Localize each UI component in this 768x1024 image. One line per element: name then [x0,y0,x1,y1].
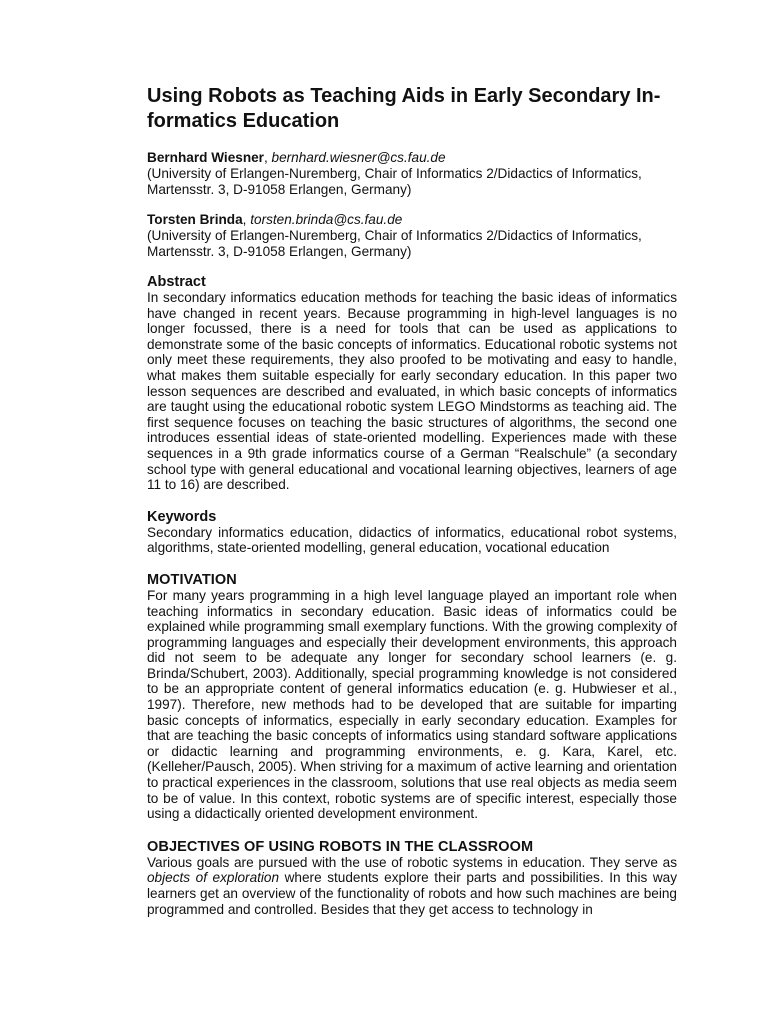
paper-page [147,84,677,917]
author-email: torsten.brinda@cs.fau.de [250,212,403,227]
author-block-1 [147,150,677,198]
author-affiliation-line-1: (University of Erlangen-Nuremberg, Chair of Informatics 2/Didactics of Informatics, [147,228,642,243]
motivation-text: For many years programming in a high level language played an important role when teaching informatics in secondary education. Basic ideas of informatics could be explained while programming small exemplary functions. With the growing complexity of programming languages and especially their development environments, this approach did not seem to be adequate any longer for secondary school learners (e. g. Brinda/Schubert, 2003). Additionally, special programming knowledge is not considered to be an appropriate content of general informatics education (e. g. Hubwieser et al., 1997). Therefore, new methods had to be developed that are suitable for imparting basic concepts of informatics, especially in early secondary education. Examples for that are teaching the basic concepts of informatics using standard software applications or didactic learning and programming environments, e. g. Kara, Karel, etc. (Kelleher/Pausch, 2005). When striving for a maximum of active learning and orientation to practical experiences in the classroom, solutions that use real objects as media seem to be of value. In this context, robotic systems are of specific interest, especially those using a didactically oriented development environment. [147,587,677,822]
title-line-2: formatics Education [147,110,340,132]
author-block-2 [147,212,677,260]
paper-title [147,84,677,134]
title-line-1: Using Robots as Teaching Aids in Early Secondary In- [147,85,661,107]
author-affiliation-line-2: Martensstr. 3, D-91058 Erlangen, Germany) [147,182,412,197]
keywords-text: Secondary informatics education, didactics of informatics, educational robot systems, algorithms, state-oriented modelling, general education, vocational education [147,524,677,556]
abstract-heading: Abstract [147,274,206,290]
objectives-text [147,855,677,917]
author-name: Torsten Brinda [147,212,243,227]
objectives-heading: OBJECTIVES OF USING ROBOTS IN THE CLASSROOM [147,838,534,855]
objectives-text-start: Various goals are pursued with the use of robotic systems in education. They serve as [147,854,677,870]
keywords-heading: Keywords [147,508,217,525]
objectives-text-end: where students explore their parts and possibilities. In this way learners get an overview of the functionality of robots and how such machines are being programmed and controlled. Besides that they get access to technology in [147,870,677,917]
author-separator: , [242,212,251,227]
objectives-text-italic: objects of exploration [147,870,280,886]
author-affiliation-line-2: Martensstr. 3, D-91058 Erlangen, Germany) [147,244,412,259]
author-email: bernhard.wiesner@cs.fau.de [271,150,446,165]
motivation-heading: MOTIVATION [147,571,237,588]
author-affiliation-line-1: (University of Erlangen-Nuremberg, Chair of Informatics 2/Didactics of Informatics, [147,166,642,181]
author-name: Bernhard Wiesner [147,150,264,165]
author-separator: , [263,150,272,165]
abstract-text: In secondary informatics education methods for teaching the basic ideas of informatics have changed in recent years. Because programming in high-level languages is no longer focussed, there is a need for tools that can be used as applications to demonstrate some of the basic concepts of informatics. Educational robotic systems not only meet these requirements, they also proofed to be motivating and easy to handle, what makes them suitable especially for early secondary education. In this paper two lesson sequences are described and evaluated, in which basic concepts of informatics are taught using the educational robotic system LEGO Mindstorms as teaching aid. The first sequence focuses on teaching the basic structures of algorithms, the second one introduces essential ideas of state-oriented modelling. Experiences made with these sequences in a 9th grade informatics course of a German “Realschule” (a secondary school type with general educational and vocational learning objectives, learners of age 11 to 16) are described. [147,290,677,493]
